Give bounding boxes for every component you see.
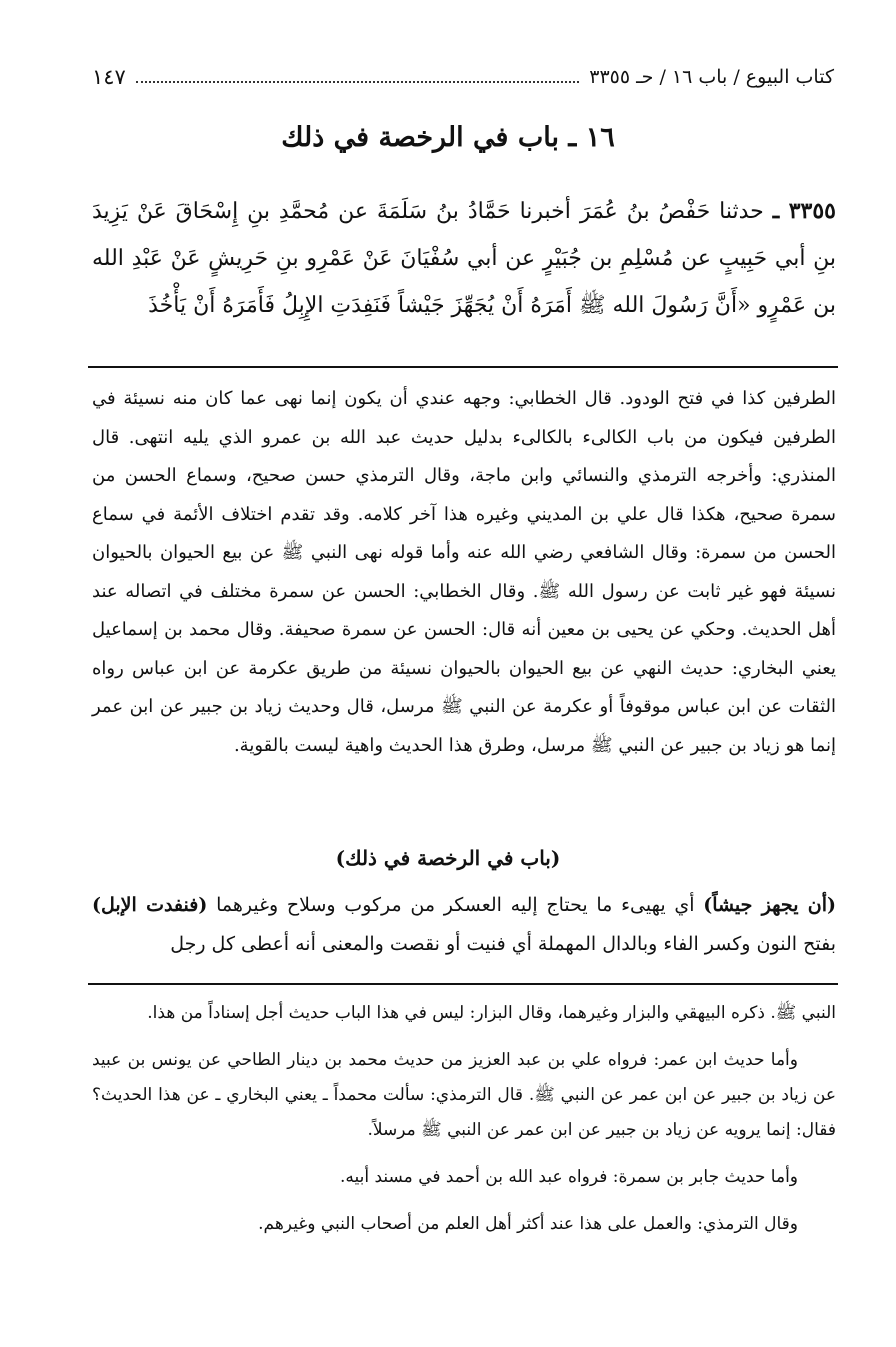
page-number: ١٤٧ (92, 65, 126, 89)
sharh-text (92, 886, 836, 964)
sharh-bab-heading: (باب في الرخصة في ذلك) (335, 846, 561, 870)
sharh-explanation: أي يهيىء ما يحتاج إليه العسكر من مركوب وسلاح وغيرهما (207, 894, 704, 916)
footnote-divider (88, 983, 838, 985)
chapter-title: ١٦ ـ باب في الرخصة في ذلك (281, 122, 615, 153)
header-dotted-leader (136, 71, 579, 83)
hadith-number: ٣٣٥٥ ـ (772, 198, 836, 224)
footnote-paragraph: النبي ﷺ. ذكره البيهقي والبزار وغيرهما، وقال البزار: ليس في هذا الباب حديث أجل إسناداً من هذا. (147, 1003, 836, 1023)
footnote-paragraph: وأما حديث جابر بن سمرة: فرواه عبد الله بن أحمد في مسند أبيه. (339, 1167, 798, 1187)
hadith-text (92, 188, 836, 329)
divider-line (88, 366, 838, 368)
page-header (92, 60, 834, 94)
footnote-paragraph: وأما حديث ابن عمر: فرواه علي بن عبد العزيز من حديث محمد بن دينار الطاحي عن يونس بن عبيد عن زياد بن جبير عن ابن عمر عن النبي ﷺ. قال الترمذي: سألت محمداً ـ يعني البخاري ـ عن هذا الحديث؟ فقال: إنما يرويه عن زياد بن جبير عن ابن عمر عن النبي ﷺ مرسلاً. (92, 1050, 836, 1140)
sharh-explanation: بفتح النون وكسر الفاء وبالدال المهملة أي فنيت أو نقصت والمعنى أنه أعطى كل رجل (170, 933, 836, 955)
footnote-paragraph: وقال الترمذي: والعمل على هذا عند أكثر أهل العلم من أصحاب النبي وغيرهم. (258, 1214, 798, 1234)
commentary-text: الطرفين كذا في فتح الودود. قال الخطابي: وجهه عندي أن يكون إنما نهى عما كان منه نسيئة في الطرفين فيكون من باب الكالىء بالكالىء بدليل حديث عبد الله بن عمرو الذي يليه انتهى. قال المنذري: وأخرجه الترمذي والنسائي وابن ماجة، وقال الترمذي حسن صحيح، وسماع الحسن من سمرة صحيح، هكذا قال علي بن المديني وغيره هذا آخر كلامه. وقد تقدم اختلاف الأئمة في سماع الحسن من سمرة: وقال الشافعي رضي الله عنه وأما قوله نهى النبي ﷺ عن بيع الحيوان بالحيوان نسيئة فهو غير ثابت عن رسول الله ﷺ. وقال الخطابي: الحسن عن سمرة مختلف في اتصاله عند أهل الحديث. وحكي عن يحيى بن معين أنه قال: الحسن عن سمرة صحيفة. وقال محمد بن إسماعيل يعني البخاري: حديث النهي عن بيع الحيوان بالحيوان نسيئة من طريق عكرمة عن ابن عباس رواه الثقات عن ابن عباس موقوفاً أو عكرمة عن النبي ﷺ مرسل، قال وحديث زياد بن جبير عن ابن عمر إنما هو زياد بن جبير عن النبي ﷺ مرسل، وطرق هذا الحديث واهية ليست بالقوية. (92, 388, 836, 756)
running-title: كتاب البيوع / باب ١٦ / حـ ٣٣٥٥ (589, 66, 834, 88)
footnotes (92, 996, 836, 1254)
hadith-body: حدثنا حَفْصُ بنُ عُمَرَ أخبرنا حَمَّادُ بنُ سَلَمَةَ عن مُحمَّدِ بنِ إِسْحَاقَ عَنْ يَزِيدَ بنِ أبي حَبِيبٍ عن مُسْلِمِ بن جُبَيْرٍ عن أبي سُفْيَانَ عَنْ عَمْرِو بنِ حَرِيشٍ عَنْ عَبْدِ الله بن عَمْرٍو «أَنَّ رَسُولَ الله ﷺ أَمَرَهُ أَنْ يُجَهِّزَ جَيْشاً فَنَفِدَتِ الإِبِلُ فَأَمَرَهُ أَنْ يَأْخُذَ (92, 199, 836, 318)
sharh-phrase: (فنفدت الإبل) (92, 894, 208, 916)
sharh-phrase: (أن يجهز جيشاً) (703, 894, 836, 916)
